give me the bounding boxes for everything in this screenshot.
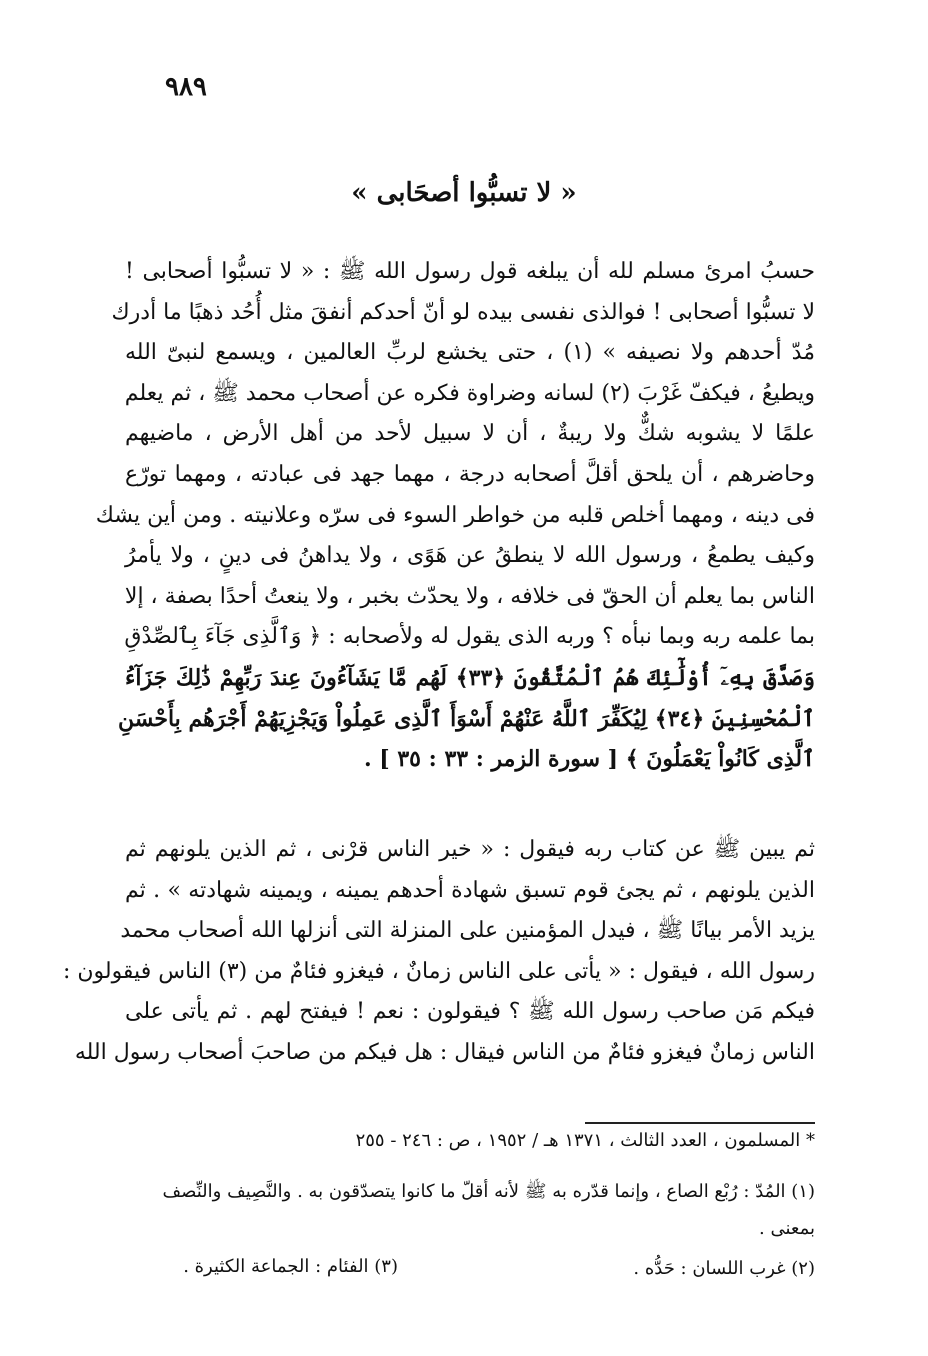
- quran-verse-line: ٱلْمُحْسِنِينَ ﴿٣٤﴾ لِيُكَفِّرَ ٱللَّهُ عَنْهُمْ أَسْوَأَ ٱلَّذِى عَمِلُواْ وَيَجْزِيَهُمْ أَجْرَهُم بِأَحْسَنِ: [117, 705, 815, 732]
- footnote-source: * المسلمون ، العدد الثالث ، ١٣٧١ هـ / ١٩٥٢ ، ص : ٢٤٦ - ٢٥٥: [355, 1130, 815, 1151]
- text-line: الذين يلونهم ، ثم يجئ قوم تسبق شهادة أحدهم يمينه ، ويمينه شهادته » . ثم: [125, 877, 815, 903]
- text-line: ثم يبين ﷺ عن كتاب ربه فيقول : « خير الناس قرْنى ، ثم الذين يلونهم ثم: [125, 837, 815, 862]
- text-line: لا تسبُّوا أصحابى ! فوالذى نفسى بيده لو أنّ أحدكم أنفقَ مثل أُحُد ذهبًا ما أدرك: [111, 299, 815, 325]
- text-line: فى دينه ، ومهما أخلص قلبه من خواطر السوء فى سرّه وعلانيته . ومن أين يشك: [95, 502, 815, 528]
- text-line: وحاضرهم ، أن يلحق أقلَّ أصحابه درجة ، مهما جهد فى عبادته ، ومهما تورّع: [125, 461, 815, 487]
- footnote-divider: [585, 1122, 815, 1124]
- text-line: علمًا لا يشوبه شكٌّ ولا ريبةٌ ، أن لا سبيل لأحد من أهل الأرض ، ماضيهم: [125, 421, 816, 447]
- text-line: ويطيعُ ، فيكفّ غَرْبَ (٢) لسانه وضراوة فكره عن أصحاب محمد ﷺ ، ثم يعلم: [124, 380, 815, 406]
- article-title: « لا تسبُّوا أصحَابى »: [351, 178, 577, 208]
- footnote-2: (٢) غرب اللسان : حَدُّه .: [633, 1258, 815, 1279]
- text-line: الناس زمانٌ فيغزو فئامٌ من الناس فيقال : هل فيكم من صاحبَ أصحاب رسول الله: [74, 1039, 815, 1065]
- text-line: مُدّ أحدهم ولا نصيفه » (١) ، حتى يخشع لربِّ العالمين ، ويسمع لنبىّ الله: [125, 340, 815, 366]
- paragraph-1: [95, 252, 816, 780]
- text-line: وكيف يطمعُ ، ورسول الله لا ينطقُ عن هَوًى ، ولا يداهنُ فى دينٍ ، ولا يأمرُ: [125, 543, 815, 569]
- text-line: حسبُ امرئ مسلم لله أن يبلغه قول رسول الله ﷺ : « لا تسبُّوا أصحابى !: [125, 259, 815, 284]
- text-line: فيكم مَن صاحب رسول الله ﷺ ؟ فيقولون : نعم ! فيفتح لهم . ثم يأتى على: [125, 999, 815, 1025]
- paragraph-2: [62, 830, 815, 1074]
- text-line: الناس بما يعلم أن الحقّ فى خلافه ، ولا يحدّث بخبر ، ولا ينعتُ أحدًا بصفة ، إلا: [124, 583, 815, 609]
- quran-verse-line: ٱلَّذِى كَانُواْ يَعْمَلُونَ ﴾ [ سورة الزمر : ٣٣ : ٣٥ ] .: [363, 746, 815, 773]
- footnote-1: (١) المُدّ : رُبْع الصاع ، وإنما قدّره به ﷺ لأنه أقلّ ما كانوا يتصدّقون به . والنَّصِيف والنِّصف: [162, 1181, 815, 1202]
- quran-verse-line: وَصَدَّقَ بِهِۦٓ أُوْلَٰٓئِكَ هُمُ ٱلْمُتَّقُونَ ﴿٣٣﴾ لَهُم مَّا يَشَآءُونَ عِندَ رَبِّهِمْ ذَٰلِكَ جَزَآءُ: [125, 664, 815, 691]
- text-line: بما علمه ربه وبما نبأه ؟ وربه الذى يقول له ولأصحابه : ﴿ وَٱلَّذِى جَآءَ بِٱلصِّدْقِ: [124, 624, 815, 650]
- footnote-1-continued: بمعنى .: [759, 1218, 815, 1239]
- footnote-3: (٣) الفئام : الجماعة الكثيرة .: [183, 1256, 398, 1277]
- text-line: رسول الله ، فيقول : « يأتى على الناس زمانٌ ، فيغزو فئامٌ من (٣) الناس فيقولون :: [62, 958, 815, 984]
- page-number: ٩٨٩: [165, 72, 207, 102]
- text-line: يزيد الأمر بيانًا ﷺ ، فيدل المؤمنين على المنزلة التى أنزلها الله أصحاب محمد: [120, 918, 815, 944]
